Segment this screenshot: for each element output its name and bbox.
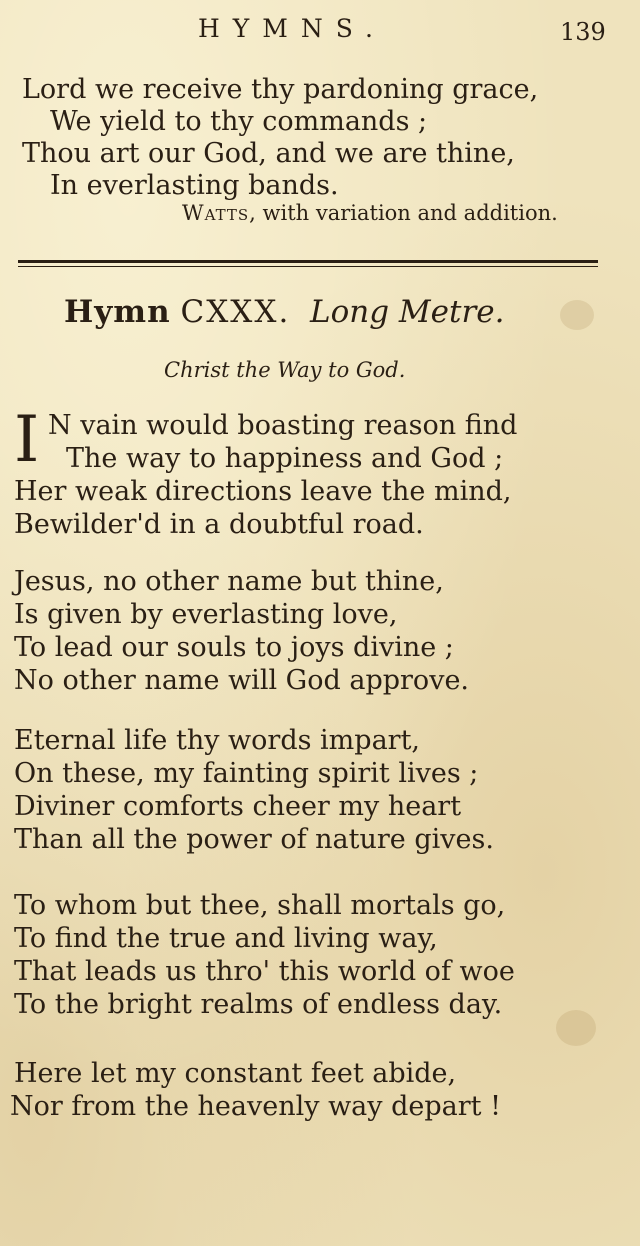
drop-cap: I [14, 403, 40, 477]
attribution-author: Watts [182, 201, 250, 225]
verse-line: On these, my fainting spirit lives ; [14, 758, 479, 789]
verse-line: To the bright realms of endless day. [14, 989, 503, 1020]
prev-hymn-line: Lord we receive thy pardoning grace, [22, 74, 539, 105]
paper-stain [556, 1010, 596, 1046]
verse-line: No other name will God approve. [14, 665, 470, 696]
verse-line: Here let my constant feet abide, [14, 1058, 457, 1089]
paper-stain [560, 300, 594, 330]
prev-hymn-line: We yield to thy commands ; [50, 106, 428, 137]
hymn-number: CXXX. [180, 294, 291, 330]
running-head: HYMNS. [198, 14, 386, 43]
verse-line: Is given by everlasting love, [14, 599, 398, 630]
hymn-title-word: Hymn [64, 294, 171, 330]
verse-line: To find the true and living way, [14, 923, 438, 954]
verse-line: Diviner comforts cheer my heart [14, 791, 462, 822]
verse-line: Bewilder'd in a doubtful road. [14, 509, 424, 540]
attribution-note: , with variation and addition. [249, 201, 558, 225]
hymn-title [64, 294, 505, 330]
verse-line: N vain would boasting reason find [48, 410, 518, 441]
verse-line: That leads us thro' this world of woe [14, 956, 515, 987]
attribution [182, 201, 558, 225]
verse-line: Than all the power of nature gives. [14, 824, 494, 855]
page-number: 139 [560, 18, 606, 46]
section-rule-thin [18, 266, 598, 267]
verse-line: Jesus, no other name but thine, [14, 566, 444, 597]
hymn-metre: Long Metre. [310, 294, 505, 330]
section-rule [18, 260, 598, 263]
prev-hymn-line: In everlasting bands. [50, 170, 339, 201]
hymn-subtitle: Christ the Way to God. [164, 358, 406, 382]
verse-line: To whom but thee, shall mortals go, [14, 890, 506, 921]
verse-line: The way to happiness and God ; [66, 443, 504, 474]
prev-hymn-line: Thou art our God, and we are thine, [22, 138, 515, 169]
verse-line: Eternal life thy words impart, [14, 725, 421, 756]
verse-line: Nor from the heavenly way depart ! [10, 1091, 501, 1122]
verse-line: Her weak directions leave the mind, [14, 476, 512, 507]
verse-line: To lead our souls to joys divine ; [14, 632, 454, 663]
